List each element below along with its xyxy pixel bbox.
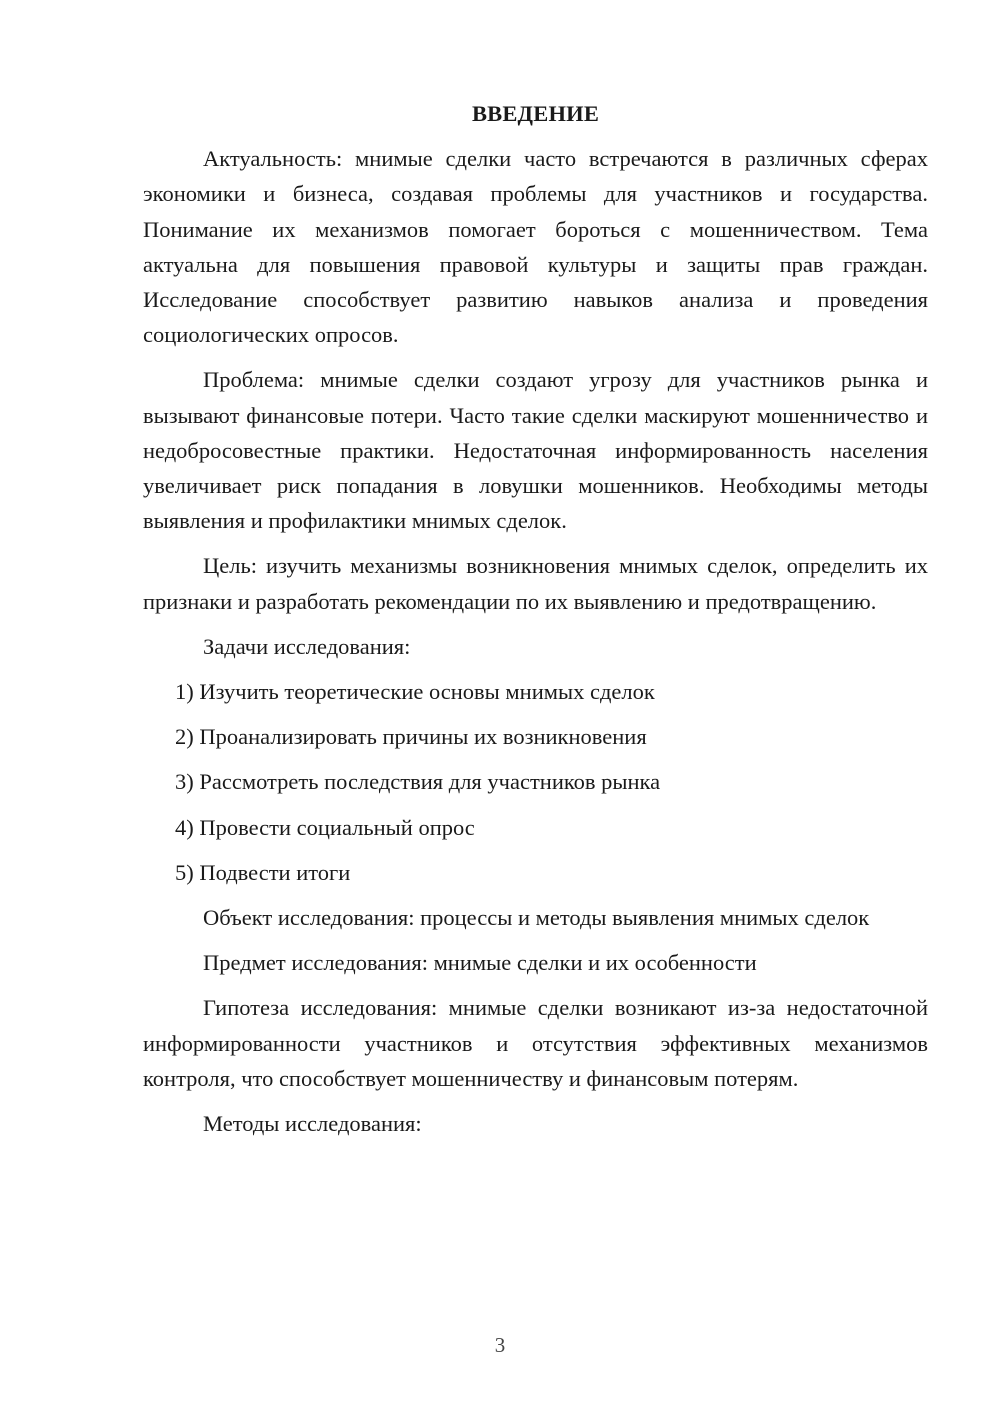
section-title: ВВЕДЕНИЕ xyxy=(471,101,600,126)
task-item: 1) Изучить теоретические основы мнимых сделок xyxy=(175,679,655,705)
task-item: 2) Проанализировать причины их возникновения xyxy=(175,724,647,750)
document-page xyxy=(143,96,928,1151)
paragraph-relevance: Актуальность: мнимые сделки часто встречаются в различных сферах экономики и бизнеса, создавая проблемы для участников и государства. Понимание их механизмов помогает бороться с мошенничеством. Тема актуальна для повышения правовой культуры и защиты прав граждан. Исследование способствует развитию навыков анализа и проведения социологических опросов. xyxy=(143,146,928,348)
paragraph-hypothesis: Гипотеза исследования: мнимые сделки возникают из-за недостаточной информированности участников и отсутствия эффективных механизмов контроля, что способствует мошенничеству и финансовым потерям. xyxy=(143,995,928,1091)
task-item: 3) Рассмотреть последствия для участников рынка xyxy=(175,769,661,795)
paragraph-methods: Методы исследования: xyxy=(203,1111,422,1137)
paragraph-object: Объект исследования: процессы и методы выявления мнимых сделок xyxy=(203,905,870,931)
task-item: 5) Подвести итоги xyxy=(175,859,351,885)
task-item: 4) Провести социальный опрос xyxy=(175,814,475,840)
paragraph-problem: Проблема: мнимые сделки создают угрозу для участников рынка и вызывают финансовые потери. Часто такие сделки маскируют мошенничество и недобросовестные практики. Недостаточная информированность населения увеличивает риск попадания в ловушки мошенников. Необходимы методы выявления и профилактики мнимых сделок. xyxy=(143,367,928,534)
page-number: 3 xyxy=(494,1333,506,1357)
paragraph-goal: Цель: изучить механизмы возникновения мнимых сделок, определить их признаки и разработать рекомендации по их выявлению и предотвращению. xyxy=(143,553,928,614)
paragraph-tasks-heading: Задачи исследования: xyxy=(203,633,411,659)
paragraph-subject: Предмет исследования: мнимые сделки и их особенности xyxy=(203,950,757,976)
